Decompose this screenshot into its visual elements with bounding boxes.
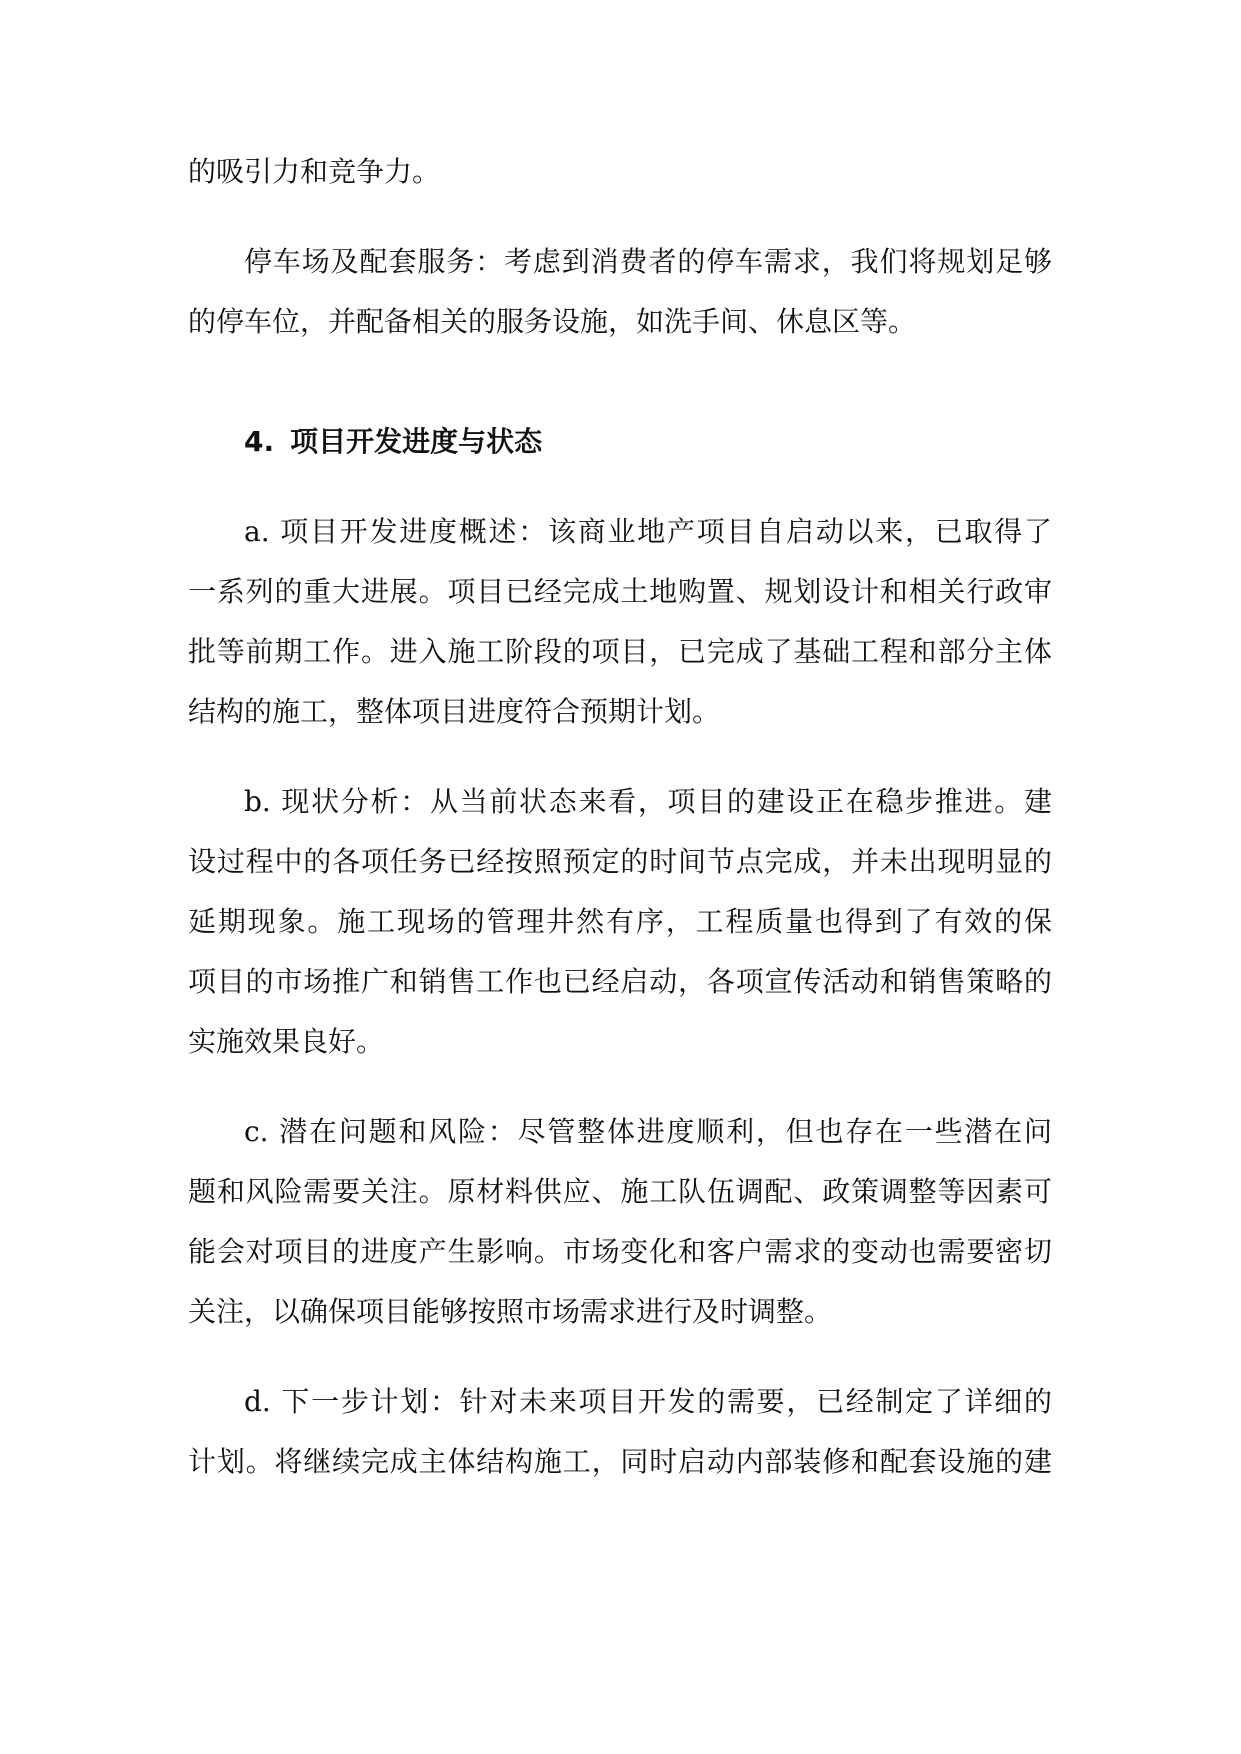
text-line: 题和风险需要关注。原材料供应、施工队伍调配、政策调整等因素可	[188, 1175, 1052, 1208]
text-line: 计划。将继续完成主体结构施工，同时启动内部装修和配套设施的建	[188, 1445, 1052, 1478]
text-line: 延期现象。施工现场的管理井然有序，工程质量也得到了有效的保	[188, 905, 1052, 938]
paragraph-next-steps	[188, 1372, 1052, 1492]
text-line: 实施效果良好。	[188, 1025, 385, 1058]
text-line: 批等前期工作。进入施工阶段的项目，已完成了基础工程和部分主体	[188, 635, 1052, 668]
text-line: 的吸引力和竞争力。	[188, 155, 441, 188]
text-line: 设过程中的各项任务已经按照预定的时间节点完成，并未出现明显的	[188, 845, 1052, 878]
text-line: 停车场及配套服务：考虑到消费者的停车需求，我们将规划足够	[244, 245, 1052, 278]
text-line: c. 潜在问题和风险：尽管整体进度顺利，但也存在一些潜在问	[244, 1115, 1052, 1148]
paragraph-status-analysis	[188, 772, 1052, 1072]
paragraph-progress-overview	[188, 502, 1052, 742]
text-line: 一系列的重大进展。项目已经完成土地购置、规划设计和相关行政审	[188, 575, 1052, 608]
text-line: d. 下一步计划：针对未来项目开发的需要，已经制定了详细的	[244, 1385, 1052, 1418]
paragraph-risks	[188, 1102, 1052, 1342]
text-line: 能会对项目的进度产生影响。市场变化和客户需求的变动也需要密切	[188, 1235, 1052, 1268]
text-line: 项目的市场推广和销售工作也已经启动，各项宣传活动和销售策略的	[188, 965, 1052, 998]
section-title: 项目开发进度与状态	[290, 425, 543, 458]
text-line: 结构的施工，整体项目进度符合预期计划。	[188, 695, 721, 728]
text-line: b. 现状分析：从当前状态来看，项目的建设正在稳步推进。建	[244, 785, 1052, 818]
paragraph	[188, 142, 1052, 202]
text-line: a. 项目开发进度概述：该商业地产项目自启动以来，已取得了	[244, 515, 1052, 548]
document-body	[188, 142, 1052, 1492]
paragraph-parking	[188, 232, 1052, 352]
section-number: 4.	[244, 425, 275, 458]
section-heading	[188, 412, 1052, 472]
text-line: 的停车位，并配备相关的服务设施，如洗手间、休息区等。	[188, 305, 917, 338]
text-line: 关注，以确保项目能够按照市场需求进行及时调整。	[188, 1295, 833, 1328]
